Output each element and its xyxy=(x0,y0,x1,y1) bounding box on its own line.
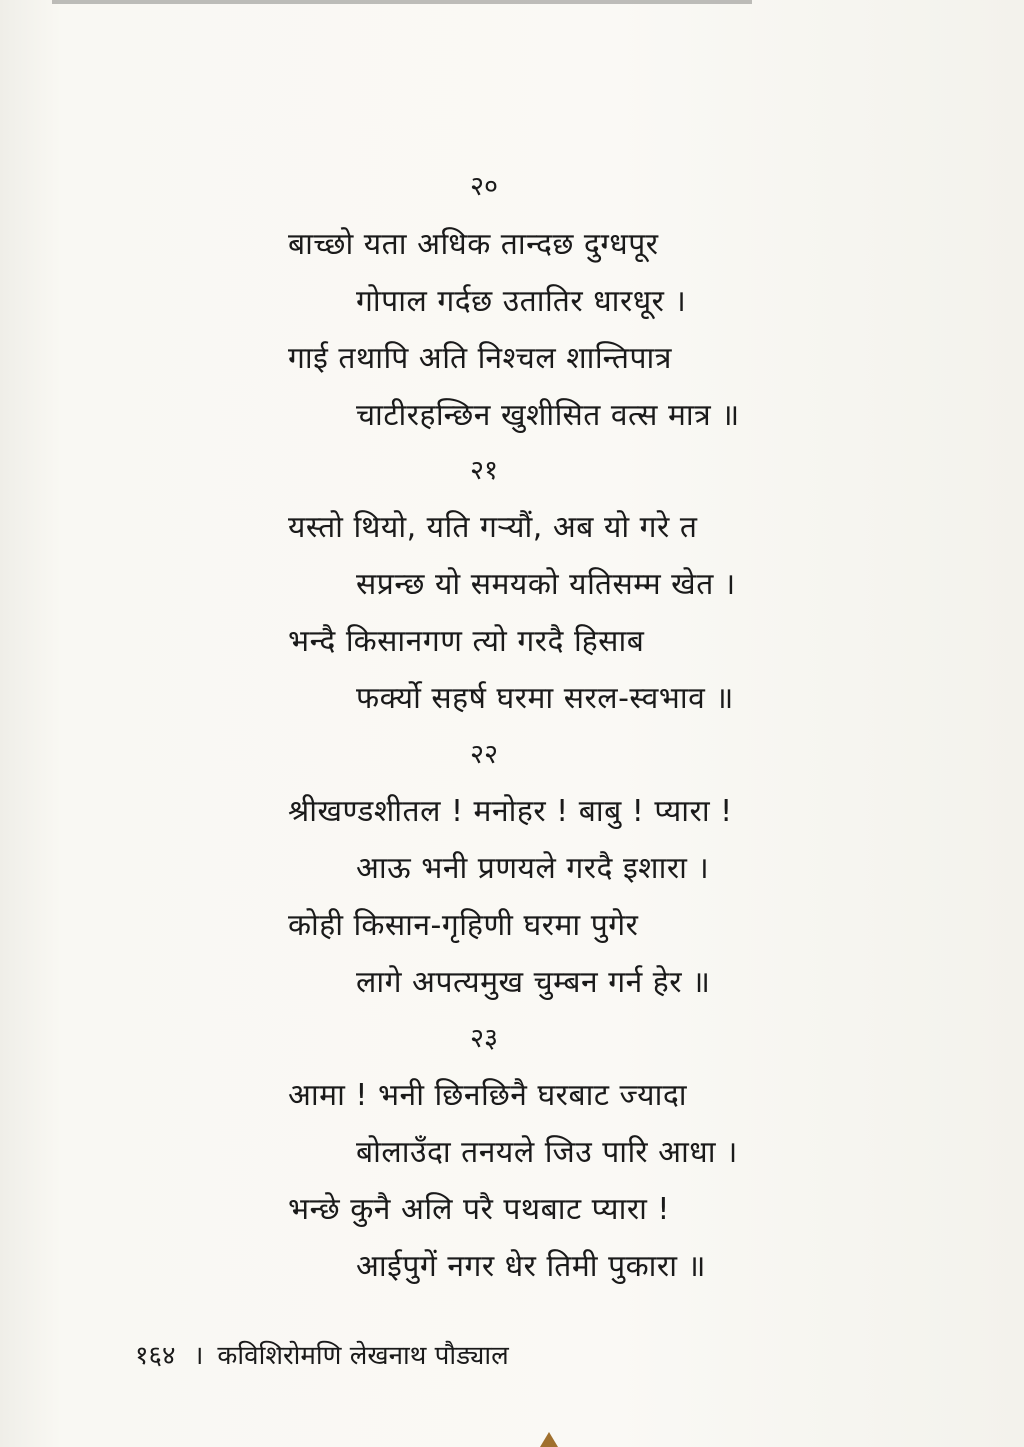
verse-line: भन्छे कुनै अलि परै पथबाट प्यारा ! xyxy=(288,1192,670,1227)
page-number: १६४ xyxy=(135,1341,176,1371)
verse-line: सप्रन्छ यो समयको यतिसम्म खेत । xyxy=(356,567,736,602)
stanza-number: २२ xyxy=(470,739,499,770)
verse-line: यस्तो थियो, यति गऱ्यौं, अब यो गरे त xyxy=(288,510,698,545)
verse-line: चाटीरहन्छिन खुशीसित वत्स मात्र ॥ xyxy=(356,398,740,433)
stanza-number: २३ xyxy=(470,1023,499,1054)
stanza-number: २० xyxy=(470,171,499,202)
verse-line: भन्दै किसानगण त्यो गरदै हिसाब xyxy=(288,624,645,659)
page-edge-mark xyxy=(540,1432,558,1447)
verse-line: आमा ! भनी छिनछिनै घरबाट ज्यादा xyxy=(288,1078,688,1113)
verse-line: आऊ भनी प्रणयले गरदै इशारा । xyxy=(356,851,710,886)
verse-line: लागे अपत्यमुख चुम्बन गर्न हेर ॥ xyxy=(356,965,711,1000)
verse-line: बोलाउँदा तनयले जिउ पारि आधा । xyxy=(356,1135,738,1170)
verse-line: कोही किसान-गृहिणी घरमा पुगेर xyxy=(288,908,639,943)
verse-line: गाई तथापि अति निश्चल शान्तिपात्र xyxy=(288,341,672,376)
verse-line: श्रीखण्डशीतल ! मनोहर ! बाबु ! प्यारा ! xyxy=(288,794,733,829)
book-author: कविशिरोमणि लेखनाथ पौड्याल xyxy=(217,1341,509,1371)
top-rule xyxy=(52,0,752,4)
verse-line: फर्क्यो सहर्ष घरमा सरल-स्वभाव ॥ xyxy=(356,681,734,716)
footer-separator: । xyxy=(193,1341,204,1371)
verse-line: गोपाल गर्दछ उतातिर धारधूर । xyxy=(356,284,687,319)
stanza-number: २१ xyxy=(470,455,499,486)
verse-line: आईपुगें नगर धेर तिमी पुकारा ॥ xyxy=(356,1249,706,1284)
page-footer xyxy=(135,1336,509,1372)
verse-line: बाच्छो यता अधिक तान्दछ दुग्धपूर xyxy=(288,227,659,262)
